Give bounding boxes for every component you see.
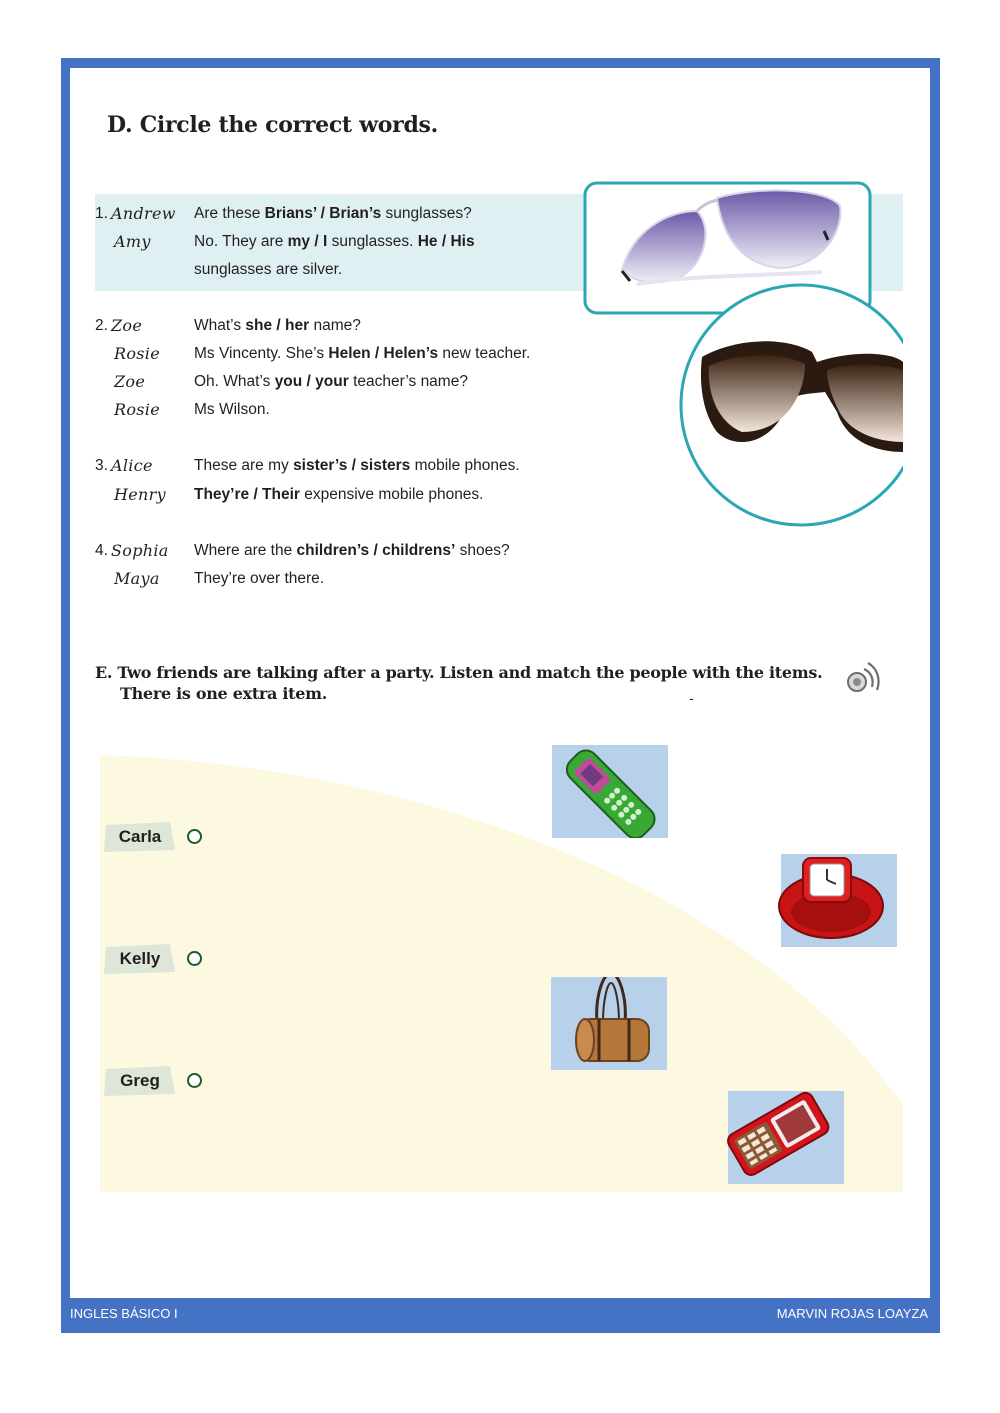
dialogue-number: 1. — [95, 205, 108, 222]
item-red-mobile-phone[interactable] — [728, 1091, 844, 1184]
dialogue-text: Oh. What’s — [194, 373, 275, 390]
brown-bag-icon — [551, 977, 667, 1070]
item-red-watch[interactable] — [781, 854, 897, 947]
person-name: Kelly — [119, 949, 161, 968]
dialogue-text: Ms Wilson. — [194, 401, 270, 418]
dialogue-text: These are my — [194, 457, 294, 474]
footer-author-name: MARVIN ROJAS LOAYZA — [776, 1306, 928, 1321]
audio-speaker-icon[interactable] — [844, 657, 882, 697]
dialogue-text: name? — [309, 317, 361, 334]
person-label-kelly — [104, 944, 176, 974]
person-name: Greg — [120, 1071, 160, 1090]
match-dot-kelly[interactable] — [187, 951, 202, 966]
dialogue-line — [194, 261, 342, 279]
speaker-name: Maya — [114, 569, 160, 588]
word-choice[interactable]: she / her — [245, 317, 310, 334]
match-dot-carla[interactable] — [187, 829, 202, 844]
dialogue-text: shoes? — [455, 542, 510, 559]
dialogue-text: teacher’s name? — [348, 373, 468, 390]
speaker-name: Alice — [111, 456, 153, 475]
speaker-name: Henry — [114, 485, 166, 504]
stray-dash: - — [689, 690, 694, 706]
red-mobile-phone-icon — [720, 1091, 836, 1184]
dialogue-text: sunglasses. — [327, 233, 418, 250]
dialogue-text: What’s — [194, 317, 246, 334]
dialogue-line — [194, 233, 475, 251]
dialogue-number: 2. — [95, 317, 108, 334]
dialogue-text: sunglasses are silver. — [194, 261, 343, 278]
word-choice[interactable]: children’s / childrens’ — [296, 542, 456, 559]
dialogue-text: sunglasses? — [381, 205, 472, 222]
dialogue-line — [194, 401, 270, 419]
dialogue-line — [194, 570, 324, 588]
word-choice[interactable]: sister’s / sisters — [293, 457, 411, 474]
dialogue-line — [194, 205, 472, 223]
dialogue-line — [194, 317, 361, 335]
person-label-greg — [104, 1066, 176, 1096]
dialogue-line — [194, 345, 530, 363]
match-dot-greg[interactable] — [187, 1073, 202, 1088]
dialogue-text: mobile phones. — [410, 457, 520, 474]
item-green-mobile-phone[interactable] — [552, 745, 668, 838]
dialogue-line — [194, 542, 510, 560]
section-e-instructions — [95, 662, 822, 704]
word-choice[interactable]: They’re / Their — [194, 486, 300, 503]
dialogue-number: 4. — [95, 542, 108, 559]
dialogue-text: No. They are — [194, 233, 288, 250]
dialogue-text: Where are the — [194, 542, 297, 559]
word-choice[interactable]: Helen / Helen’s — [328, 345, 439, 362]
speaker-name: Rosie — [114, 344, 160, 363]
dialogue-text: expensive mobile phones. — [299, 486, 484, 503]
speaker-name: Andrew — [111, 204, 176, 223]
word-choice[interactable]: He / His — [417, 233, 475, 250]
dialogue-line — [194, 373, 468, 391]
speaker-name: Sophia — [111, 541, 169, 560]
speaker-name: Zoe — [114, 372, 146, 391]
dialogue-line — [194, 486, 484, 504]
footer-course-name: INGLES BÁSICO I — [70, 1306, 178, 1321]
speaker-name: Rosie — [114, 400, 160, 419]
green-mobile-phone-icon — [552, 745, 668, 838]
word-choice[interactable]: my / I — [287, 233, 328, 250]
item-brown-bag[interactable] — [551, 977, 667, 1070]
speaker-name: Amy — [114, 232, 151, 251]
word-choice[interactable]: Brians’ / Brian’s — [264, 205, 382, 222]
brown-sunglasses-image — [677, 282, 905, 528]
dialogue-number: 3. — [95, 457, 108, 474]
person-name: Carla — [118, 827, 162, 846]
section-e-line-1: E. Two friends are talking after a party. Listen and match the people with the items. — [95, 663, 823, 682]
dialogue-text: Are these — [194, 205, 265, 222]
person-label-carla — [104, 822, 176, 852]
dialogue-text: Ms Vincenty. She’s — [194, 345, 329, 362]
dialogue-text: They’re over there. — [194, 570, 325, 587]
red-watch-icon — [773, 854, 889, 947]
speaker-name: Zoe — [111, 316, 143, 335]
word-choice[interactable]: you / your — [274, 373, 349, 390]
dialogue-line — [194, 457, 520, 475]
section-d-title: D. Circle the correct words. — [107, 112, 438, 138]
dialogue-text: new teacher. — [438, 345, 531, 362]
section-e-line-2: There is one extra item. — [120, 684, 328, 703]
